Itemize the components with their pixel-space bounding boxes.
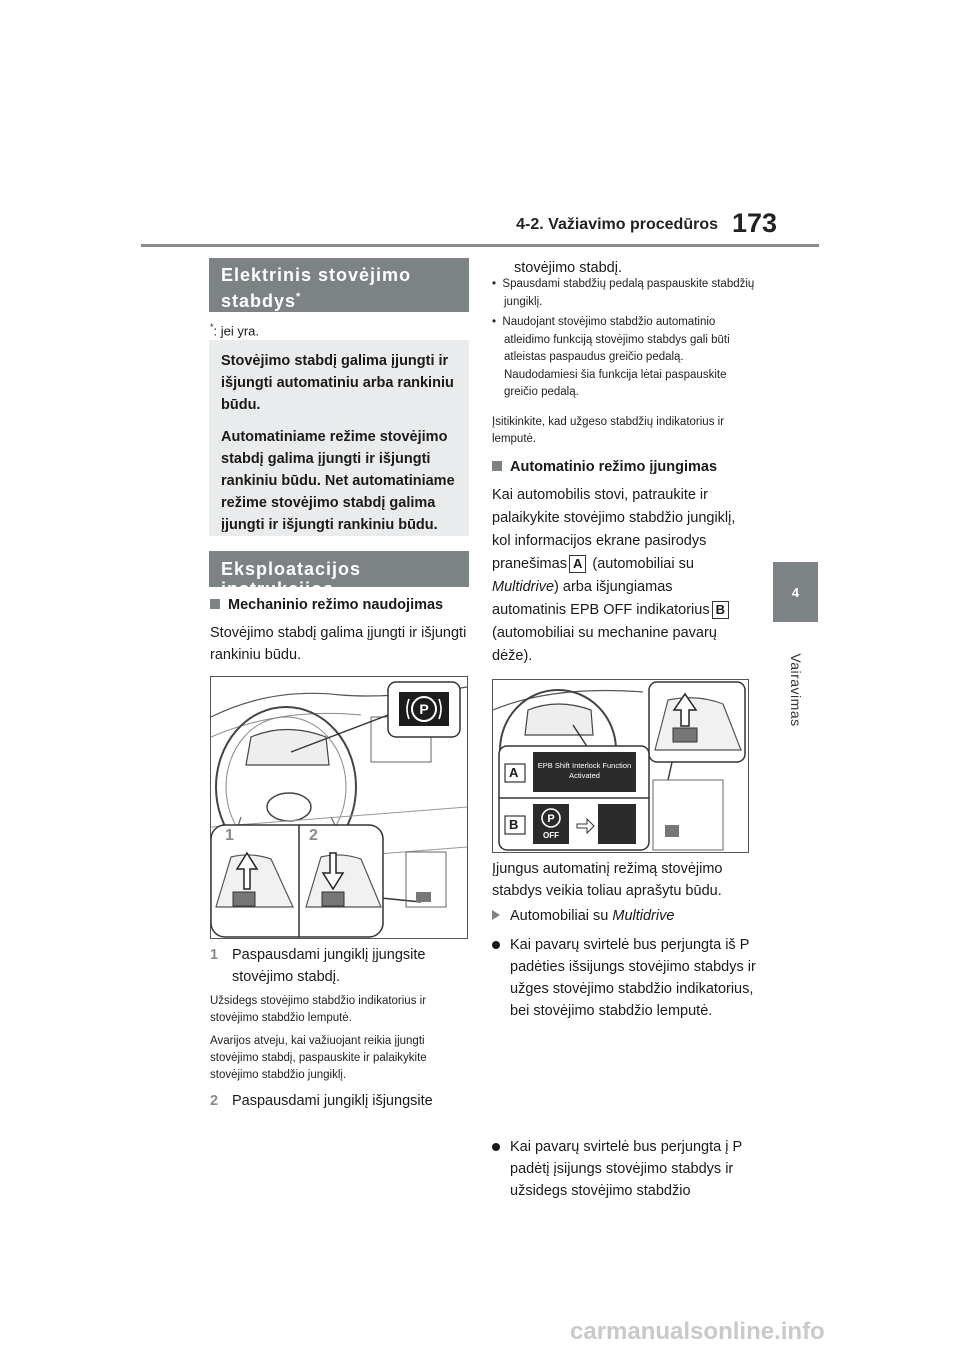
intro-note-box: [209, 340, 469, 536]
step-text: Paspausdami jungiklį įjungsite stovėjimo stabdį.: [232, 947, 426, 985]
footnote-marker: *: [210, 322, 214, 332]
small-note-emergency: Avarijos atveju, kai važiuojant reikia įjungti stovėjimo stabdį, paspauskite ir palaikykite stovėjimo stabdžio jungiklį.: [210, 1035, 427, 1081]
square-bullet-icon: [210, 599, 220, 609]
banner-title: Elektrinis stovėjimo stabdys: [221, 265, 412, 311]
manual-mode-paragraph: Stovėjimo stabdį galima įjungti ir išjungti rankiniu būdu.: [210, 625, 467, 663]
figure-label-b: B: [509, 817, 519, 832]
subheading-text: Automatinio režimo įjungimas: [510, 459, 718, 475]
section-title: 4-2. Važiavimo procedūros: [516, 216, 718, 233]
figure-auto-mode: [492, 679, 749, 853]
step-number: 2: [210, 1093, 219, 1109]
subheading-auto-mode: [492, 459, 717, 475]
step-2: [210, 1090, 472, 1112]
watermark: carmanualsonline.info: [570, 1318, 825, 1345]
footnote-text: : jei yra.: [213, 323, 260, 339]
variant-italic: Multidrive: [612, 908, 675, 924]
square-bullet-icon: [492, 461, 502, 471]
variant-text: Automobiliai su: [510, 908, 613, 924]
para-text: Kai automobilis stovi, patraukite ir palaikykite stovėjimo stabdžio jungiklį, kol informacijos ekrane pasirodys pranešimas: [492, 487, 736, 572]
chapter-tab: [773, 562, 818, 622]
bullet-text: Naudojant stovėjimo stabdžio automatinio atleidimo funkciją stovėjimo stabdys gali būti atleistas paspaudus greičio pedalą. Naudodamiesi šia funkcija lėtai paspauskite greičio pedalą.: [502, 316, 730, 398]
figure-label-1: 1: [225, 827, 234, 844]
subheading-text: Mechaninio režimo naudojimas: [228, 597, 444, 613]
vehicle-variant-label: [492, 908, 674, 924]
step-2-continuation: stovėjimo stabdį.: [514, 260, 622, 276]
chapter-number: 4: [791, 584, 800, 600]
epb-message-line: Activated: [569, 771, 600, 780]
chapter-label: Vairavimas: [787, 653, 804, 727]
svg-text:P: P: [419, 701, 429, 717]
footnote: [210, 322, 259, 338]
auto-mode-behaviour-paragraph: Įjungus automatinį režimą stovėjimo stabdys veikia toliau aprašytu būdu.: [492, 861, 723, 899]
bullet-text: Spausdami stabdžių pedalą paspauskite stabdžių jungiklį.: [502, 278, 755, 308]
step-number: 1: [210, 947, 219, 963]
epb-message-line: EPB Shift Interlock Function: [537, 761, 632, 770]
para-text: (automobiliai su mechanine pavarų dėže).: [492, 625, 717, 664]
bullet-note: • Spausdami stabdžių pedalą paspauskite stabdžių jungiklį.: [492, 278, 755, 308]
figure-manual-switch: [210, 676, 468, 939]
chapter-label-box: [748, 640, 843, 740]
note-paragraph: Stovėjimo stabdį galima įjungti ir išjungti automatiniu arba rankiniu būdu.: [221, 353, 454, 413]
dot-item: Kai pavarų svirtelė bus perjungta į P padėtį įsijungs stovėjimo stabdys ir užsidegs stovėjimo stabdžio: [492, 1136, 768, 1202]
para-text: (automobiliai su: [588, 556, 694, 572]
step-text: Paspausdami jungiklį išjungsite: [232, 1093, 433, 1109]
section-banner-parking-brake: [209, 258, 469, 312]
para-italic: Multidrive: [492, 579, 555, 595]
bullet-note: • Naudojant stovėjimo stabdžio automatinio atleidimo funkciją stovėjimo stabdys gali būti atleistas paspaudus greičio pedalą. Naudodamiesi šia funkcija lėtai paspauskite greičio pedalą.: [492, 316, 730, 398]
figure-label-a: A: [509, 765, 519, 780]
off-label: OFF: [543, 831, 559, 840]
tag-b: B: [712, 601, 729, 619]
triangle-bullet-icon: [492, 910, 500, 920]
banner-marker: *: [296, 291, 302, 303]
section-banner-instructions: Eksploatacijos instrukcijos: [209, 551, 469, 587]
para-text: ) arba išjungiamas automatinis EPB OFF indikatorius: [492, 579, 710, 618]
small-note-indicator: Užsidegs stovėjimo stabdžio indikatorius ir stovėjimo stabdžio lemputė.: [210, 995, 427, 1024]
note-paragraph: Automatiniame režime stovėjimo stabdį galima įjungti ir išjungti rankiniu būdu. Net automatiniame režime stovėjimo stabdį galima įjungti ir išjungti rankiniu būdu.: [221, 429, 455, 533]
step-1: [210, 944, 472, 988]
subheading-manual-mode: [210, 597, 443, 613]
epb-message: [533, 761, 636, 781]
figure-manual-switch-illustration: [211, 677, 467, 938]
header-rule: [141, 244, 819, 247]
auto-mode-paragraph: [492, 484, 750, 668]
small-note-check: Įsitikinkite, kad užgeso stabdžių indikatorius ir lemputė.: [492, 416, 725, 445]
figure-label-2: 2: [309, 827, 318, 844]
dot-item: Kai pavarų svirtelė bus perjungta iš P padėties išsijungs stovėjimo stabdys ir užges stovėjimo stabdžio indikatorius, bei stovėjimo stabdžio lemputė.: [492, 934, 768, 1022]
svg-text:P: P: [547, 813, 555, 825]
tag-a: A: [569, 555, 586, 573]
page-number: 173: [732, 208, 778, 238]
